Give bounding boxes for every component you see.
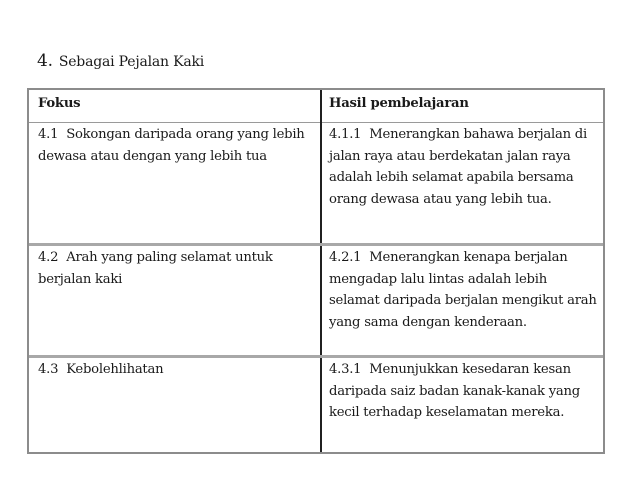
table-row: [29, 357, 603, 453]
fokus-cell: [29, 357, 321, 453]
hasil-text: Menunjukkan kesedaran kesan daripada saiz badan kanak-kanak yang kecil terhadap keselamatan mereka.: [329, 362, 580, 420]
section-number: 4.: [37, 51, 53, 71]
fokus-code: 4.1: [38, 127, 59, 142]
header-fokus: Fokus: [29, 90, 321, 123]
fokus-code: 4.2: [38, 250, 59, 265]
fokus-text: Arah yang paling selamat untuk berjalan kaki: [38, 250, 273, 287]
table-row: [29, 245, 603, 357]
fokus-text: Sokongan daripada orang yang lebih dewasa atau dengan yang lebih tua: [38, 127, 305, 164]
hasil-cell: [321, 357, 603, 453]
fokus-cell: [29, 245, 321, 357]
learning-table-grid: [29, 90, 603, 452]
fokus-text: Kebolehlihatan: [66, 362, 164, 377]
hasil-cell: [321, 123, 603, 245]
table-row: [29, 123, 603, 245]
hasil-text: Menerangkan bahawa berjalan di jalan raya atau berdekatan jalan raya adalah lebih selamat apabila bersama orang dewasa atau yang lebih tua.: [329, 127, 587, 207]
hasil-code: 4.3.1: [329, 362, 362, 377]
hasil-text: Menerangkan kenapa berjalan mengadap lalu lintas adalah lebih selamat daripada berjalan mengikut arah yang sama dengan kenderaan.: [329, 250, 597, 330]
fokus-code: 4.3: [38, 362, 59, 377]
fokus-cell: [29, 123, 321, 245]
header-hasil-pembelajaran: Hasil pembelajaran: [321, 90, 603, 123]
table-header-row: [29, 90, 603, 123]
hasil-cell: [321, 245, 603, 357]
hasil-code: 4.1.1: [329, 127, 362, 142]
section-title: Sebagai Pejalan Kaki: [58, 54, 205, 70]
section-heading: [37, 51, 204, 71]
hasil-code: 4.2.1: [329, 250, 362, 265]
learning-table: [27, 88, 605, 454]
